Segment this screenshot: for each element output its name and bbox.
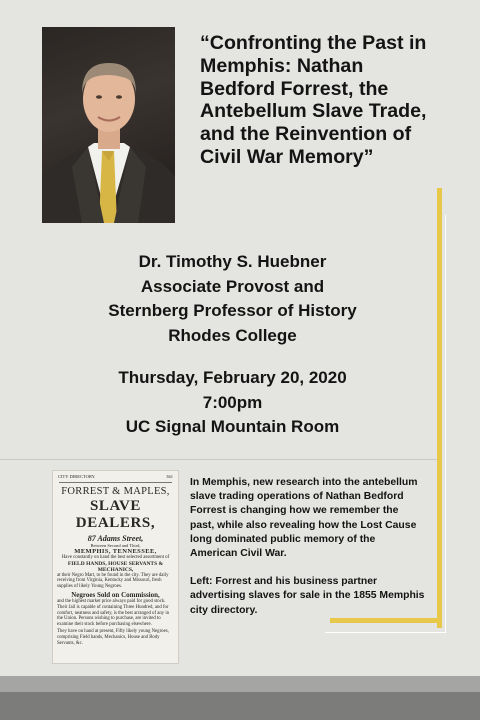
section-divider [0,459,437,460]
speaker-name: Dr. Timothy S. Huebner [138,252,327,271]
ad-header-left: CITY DIRECTORY. [58,474,96,479]
ad-body-2: and the highest market price always paid for good stock. Their Jail is capable of containing Three Hundred, and for comfort, neatness and safety, is the best arranged of any in the Union. Persons wishing to purchase, are invited to examine their stock before purchasing elsewhere. [57,599,170,627]
event-time: 7:00pm [202,392,263,412]
event-date: Thursday, February 20, 2020 [118,368,347,387]
speaker-info [0,250,465,348]
accent-line-horizontal [325,632,446,633]
event-location: UC Signal Mountain Room [125,417,340,436]
talk-title: “Confronting the Past in Memphis: Nathan Bedford Forrest, the Antebellum Slave Trade, and the Reinvention of Civil War Memory” [200,32,427,168]
ad-body-1: at their Negro Mart, to be found in the city. They are daily receiving from Virginia, Kentucky and Missouri, fresh supplies of likely Young Negroes. [57,572,169,589]
ad-intro: Have constantly on hand the best selected assortment of [61,555,170,560]
event-info [0,366,465,440]
event-description [190,476,425,618]
speaker-institution: Rhodes College [168,325,297,345]
speaker-role-2: Sternberg Professor of History [108,301,357,320]
ad-firm: FORREST & MAPLES, [61,486,170,497]
image-caption: Left: Forrest and his business partner advertising slaves for sale in the 1855 Memphis city directory. [190,576,425,616]
description-text: In Memphis, new research into the antebellum slave trading operations of Nathan Bedford Forrest is changing how we remember the past, while also revealing how the Lost Cause long dominated public memory of the American Civil War. [190,477,418,560]
ad-address: 87 Adams Street, [87,534,144,543]
ad-city: MEMPHIS, TENNESSEE, [74,548,157,555]
ad-headline: SLAVE DEALERS, [75,498,156,531]
ad-header-right: 361 [166,474,173,479]
ad-categories: FIELD HANDS, HOUSE SERVANTS & MECHANICS, [67,560,164,573]
historical-advertisement [52,470,179,664]
speaker-photo [42,27,175,223]
footer-band [0,676,480,692]
footer-bar [0,692,480,720]
speaker-role: Associate Provost and [140,276,325,296]
ad-body-3: They have on hand at present, Fifty likely young Negroes, comprising Field hands, Mechanics, House and Body Servants, &c. [57,629,169,646]
ad-address-note: Between Second and Third, [90,543,141,548]
accent-bar-horizontal [330,618,442,623]
ad-subhead: Negroes Sold on Commission, [71,591,160,600]
